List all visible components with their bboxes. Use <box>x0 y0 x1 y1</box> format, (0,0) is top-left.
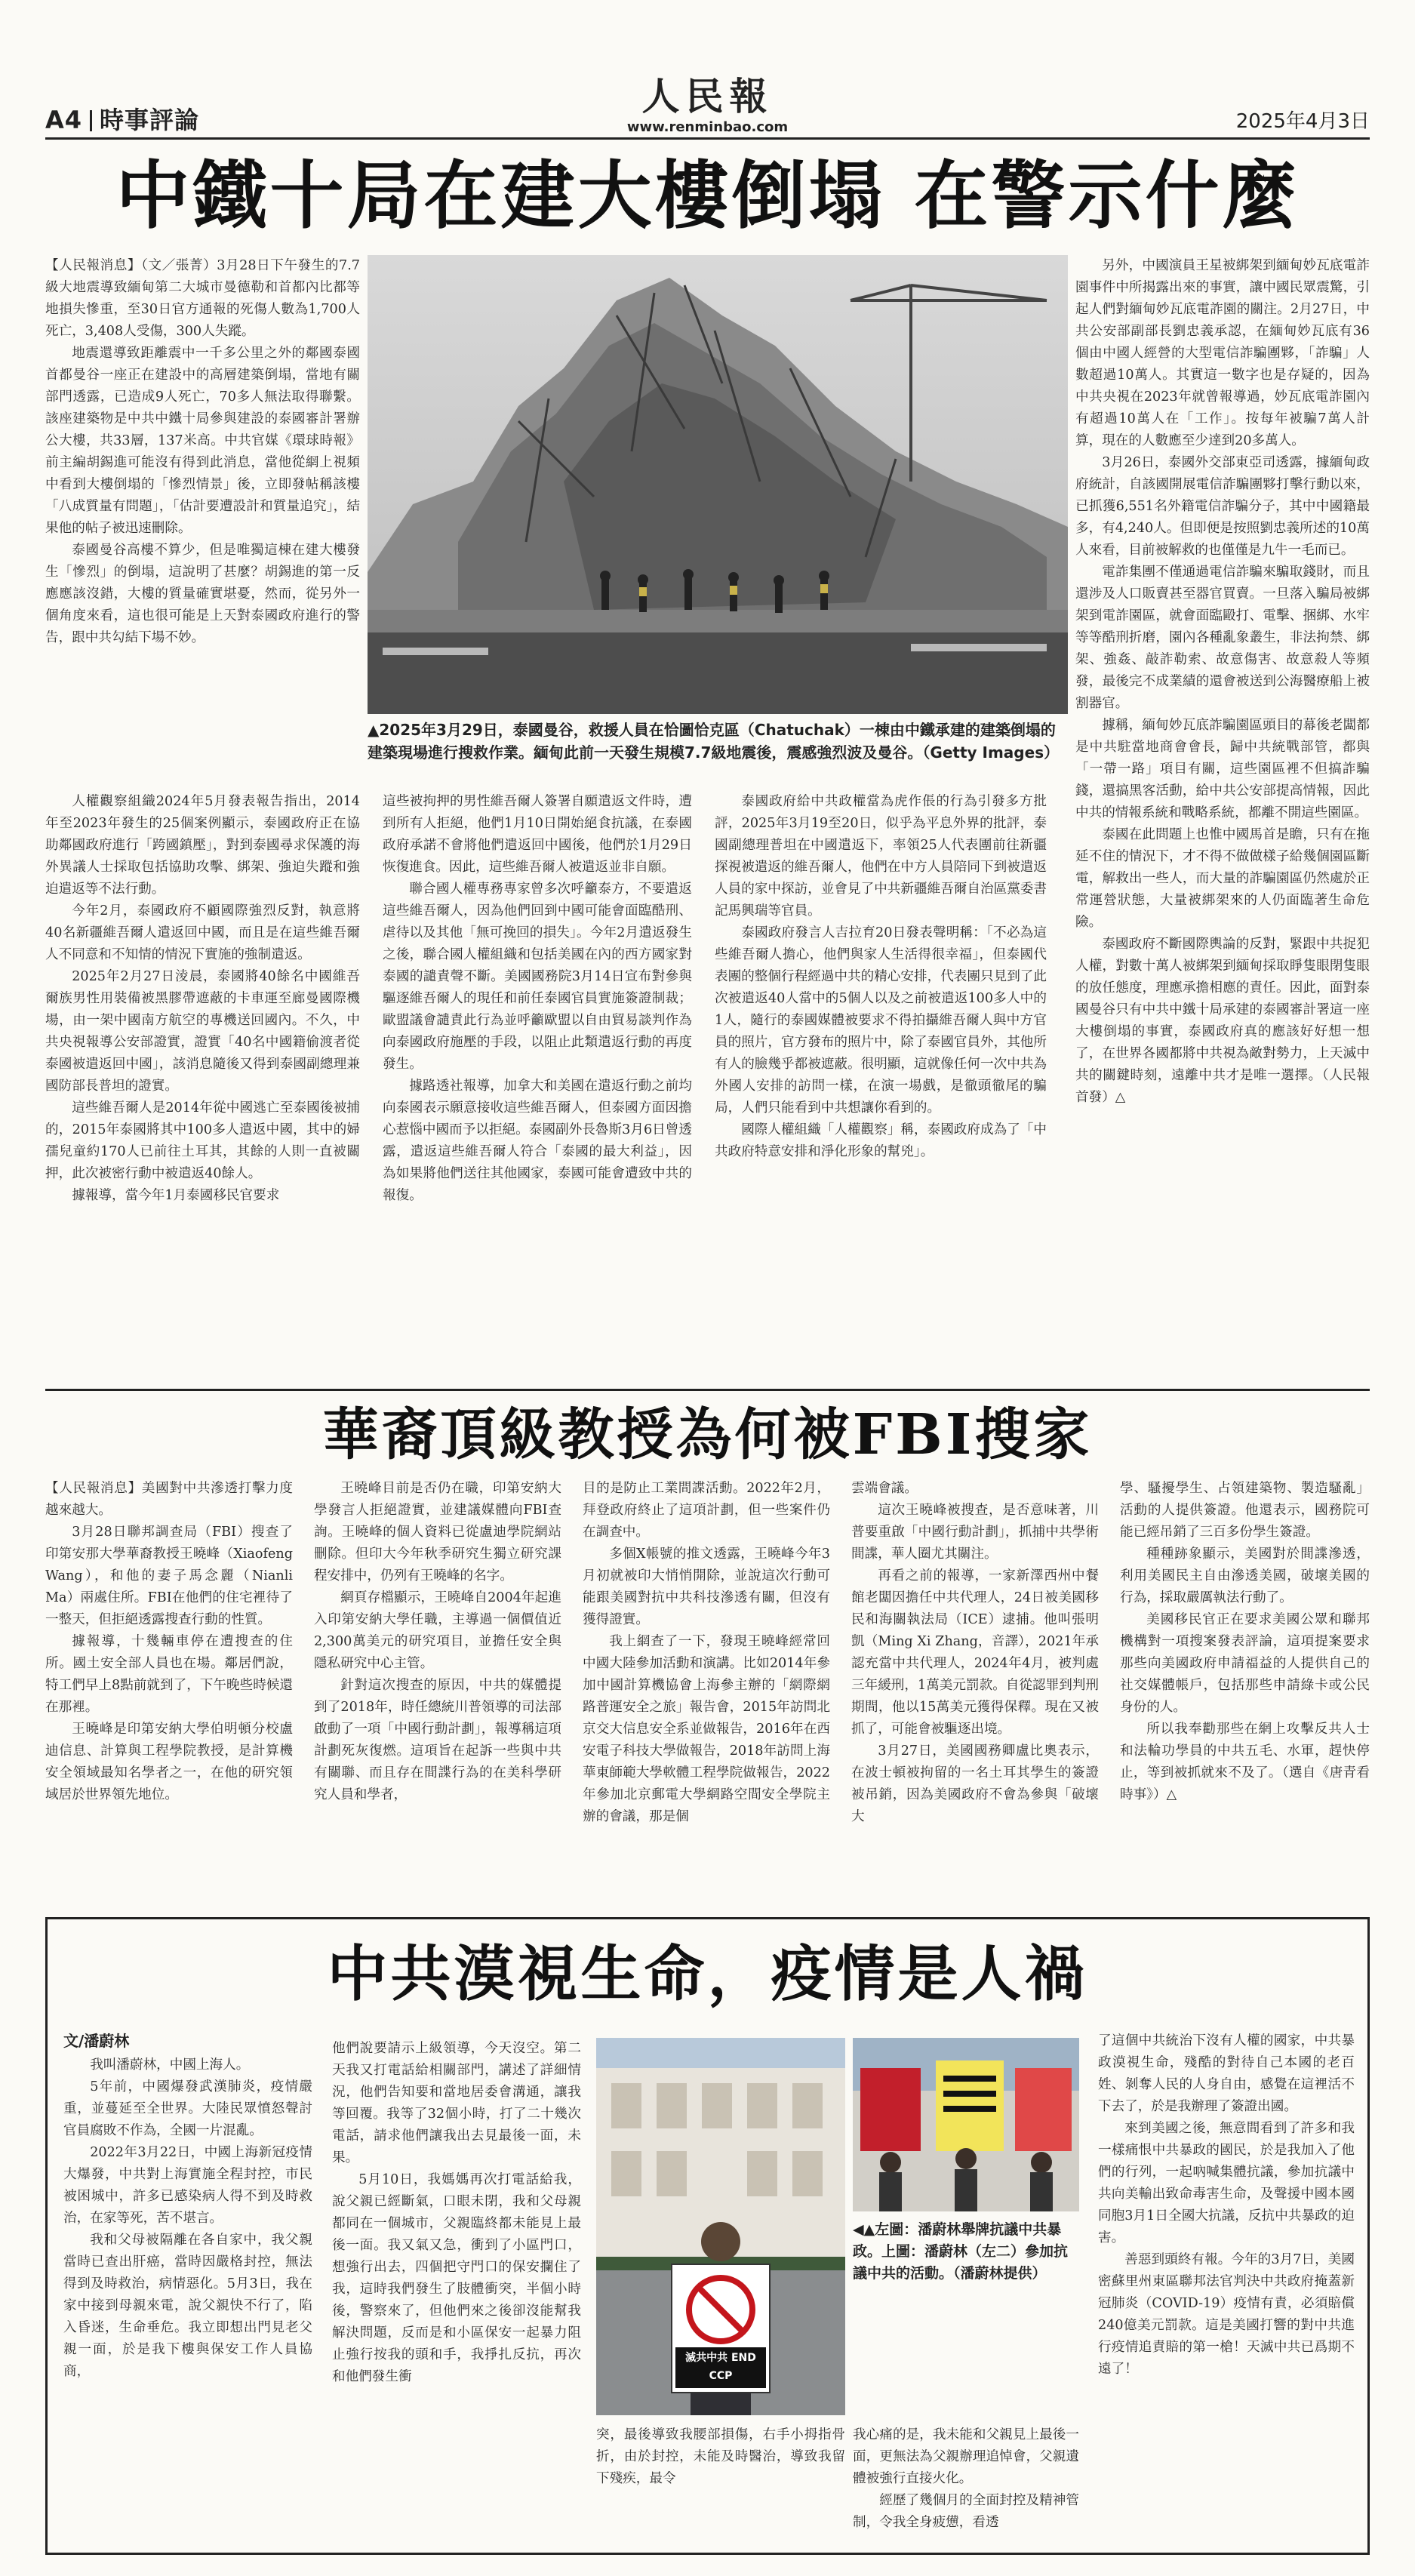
article3-col-1 <box>63 2054 312 2545</box>
article2-col-4 <box>851 1478 1099 1908</box>
paragraph: 多個X帳號的推文透露，王曉峰今年3月初就被印大悄悄開除，並說這次行動可能跟美國對抗中共科技滲透有關，但沒有獲得證實。 <box>583 1547 830 1627</box>
article1-col-1 <box>45 255 360 783</box>
paragraph: 【人民報消息】美國對中共滲透打擊力度越來越大。 <box>45 1481 293 1518</box>
paragraph: 泰國曼谷高樓不算少，但是唯獨這棟在建大樓發生「慘烈」的倒塌，這說明了甚麼？胡錫進的第一反應應該沒錯，大樓的質量確實堪憂，然而，從另外一個角度來看，這也很可能是上天對泰國政府進行的警告，跟中共勾結下場不妙。 <box>45 543 360 645</box>
paragraph: 3月28日聯邦調查局（FBI）搜查了印第安那大學華裔教授王曉峰（Xiaofeng Wang），和他的妻子馬念麗（Nianli Ma）兩處住所。FBI在他們的住宅裡待了一整天，但拒絕透露搜查行動的性質。 <box>45 1525 293 1627</box>
paragraph: 這些維吾爾人是2014年從中國逃亡至泰國後被捕的，2015年泰國將其中100多人遣返中國，其中的婦孺兒童約170人已前往土耳其，其餘的人則一直被關押，此次被密行動中被遣返40餘人。 <box>45 1100 360 1181</box>
paragraph: 據路透社報導，加拿大和美國在遣返行動之前均向泰國表示願意接收這些維吾爾人，但泰國方面因擔心惹惱中國而予以拒絕。泰國副外長魯斯3月6日曾透露，遣返這些維吾爾人符合「泰國的最大利益」，因為如果將他們送往其他國家，泰國可能會遭致中共的報復。 <box>383 1079 692 1203</box>
paragraph: 3月26日，泰國外交部東亞司透露，據緬甸政府統計，自該國開展電信詐騙團夥打擊行動以來，已抓獲6,551名外籍電信詐騙分子，其中中國籍最多，有4,240人。但即便是按照劉忠義所述的10萬人來看，目前被解救的也僅僅是九牛一毛而已。 <box>1075 455 1370 558</box>
article2-col-2 <box>314 1478 561 1908</box>
paragraph: 泰國政府發言人吉拉育20日發表聲明稱：「不必為這些維吾爾人擔心，他們與家人生活得很幸福」，但泰國代表團的整個行程經過中共的精心安排，代表團只見到了此次被遣返40人當中的5個人以及之前被遣返100多人中的1人，隨行的泰國媒體被要求不得拍攝維吾爾人與中方官員的照片，官方發布的照片中，除了泰國官員外，其他所有人的臉幾乎都被遮蔽。很明顯，這就像任何一次中共為外國人安排的訪問一樣，在演一場戲，是徹頭徹尾的騙局，人們只能看到中共想讓你看到的。 <box>715 925 1047 1116</box>
page-number: A4 <box>45 106 83 134</box>
paragraph: 種種跡象顯示，美國對於間諜滲透，利用美國民主自由滲透美國，破壞美國的行為，採取嚴厲執法行動了。 <box>1120 1547 1370 1605</box>
paragraph: 泰國在此問題上也惟中國馬首是瞻，只有在拖延不住的情況下，才不得不做做樣子給幾個園區斷電，解救出一些人，而大量的詐騙園區仍然處於正常運營狀態，大量被綁架來的人仍面臨著生命危險。 <box>1075 827 1370 930</box>
paragraph: 來到美國之後，無意間看到了許多和我一樣痛恨中共暴政的國民，於是我加入了他們的行列，一起吶喊集體抗議，參加抗議中共向美輸出致命毒害生命，及聲援中國本國同胞3月1日全國大抗議，反抗中共暴政的迫害。 <box>1098 2121 1355 2245</box>
article1-col-b1 <box>45 791 360 1387</box>
article-divider <box>45 1389 1370 1391</box>
article1-col-b2 <box>383 791 692 1387</box>
paragraph: 王曉峰目前是否仍在職，印第安納大學發言人拒絕證實，並建議媒體向FBI查詢。王曉峰的個人資料已從盧迪學院網站刪除。但印大今年秋季研究生獨立研究課程安排中，仍列有王曉峰的名字。 <box>314 1481 561 1583</box>
paragraph: 2022年3月22日，中國上海新冠疫情大爆發，中共對上海實施全程封控，市民被困城中，許多已感染病人得不到及時救治，在家等死，苦不堪言。 <box>63 2145 312 2226</box>
article2-col-3 <box>583 1478 830 1908</box>
masthead <box>0 75 1415 135</box>
paragraph: 學、騷擾學生、占領建築物、製造騷亂」活動的人提供簽證。他還表示，國務院可能已經吊銷了三百多份學生簽證。 <box>1120 1481 1370 1540</box>
paragraph: 據報導，當今年1月泰國移民官要求 <box>72 1188 280 1203</box>
protest-sign-text: 滅共中共 END CCP <box>685 2352 756 2382</box>
paragraph: 我心痛的是，我未能和父親見上最後一面，更無法為父親辦理追悼會，父親遺體被強行直接火化。 <box>853 2427 1079 2486</box>
protest-photo-caption: ◀▲左圖：潘蔚林舉牌抗議中共暴政。上圖：潘蔚林（左二）參加抗議中共的活動。（潘蔚林提供） <box>853 2221 1069 2282</box>
collapse-photo-image <box>368 255 1068 714</box>
masthead-logo: 人民報 <box>641 74 774 118</box>
article2-col-5 <box>1120 1478 1370 1908</box>
paragraph: 今年2月，泰國政府不顧國際強烈反對，執意將40名新疆維吾爾人遣返回中國，而且是在這些維吾爾人不同意和不知情的情況下實施的強制遣返。 <box>45 903 360 962</box>
paragraph: 5月10日，我媽媽再次打電話給我，說父親已經斷氣，口眼未閉，我和父母親都同在一個城市，父親臨終都未能見上最後一面。我又氣又急，衝到了小區門口，想強行出去，四個把守門口的保安攔住了我，這時我們發生了肢體衝突，半個小時後，警察來了，但他們來之後卻沒能幫我解決問題，反而是和小區保安一起暴力阻止強行按我的頭和手，我掙扎反抗，再次和他們發生衝 <box>332 2172 581 2384</box>
paragraph: 我叫潘蔚林，中國上海人。 <box>90 2057 250 2073</box>
paragraph: 【人民報消息】（文／張菁）3月28日下午發生的7.7級大地震導致緬甸第二大城市曼德勒和首都內比都等地損失慘重，至30日官方通報的死傷人數為1,700人死亡，3,408人受傷，300人失蹤。 <box>45 258 360 339</box>
collapse-photo <box>368 255 1068 714</box>
paragraph: 泰國政府給中共政權當為虎作倀的行為引發多方批評，2025年3月19至20日，似乎為平息外界的批評，泰國副總理普坦在中國遣返下，率領25人代表團前往新疆探視被遣返的維吾爾人，他們在中方人員陪同下到被遣返人員的家中探訪，並會見了中共新疆維吾爾自治區黨委書記馬興瑞等官員。 <box>715 794 1047 919</box>
paragraph: 人權觀察組織2024年5月發表報告指出，2014年至2023年發生的25個案例顯示，泰國政府正在協助鄰國政府進行「跨國鎮壓」，對到泰國尋求保護的海外異議人士採取包括協助攻擊、綁架、強迫失蹤和強迫遣返等不法行動。 <box>45 794 360 897</box>
paragraph: 王曉峰是印第安納大學伯明頓分校盧迪信息、計算與工程學院教授，是計算機安全領域最知名學者之一，在他的研究領域居於世界領先地位。 <box>45 1722 293 1802</box>
paragraph: 了這個中共統治下沒有人權的國家，中共暴政漠視生命，殘酷的對待自己本國的老百姓、剝奪人民的人身自由，感覺在這裡活不下去了，於是我辦理了簽證出國。 <box>1098 2033 1355 2114</box>
protest-photo-top-image <box>853 2038 1079 2211</box>
collapse-photo-caption: ▲2025年3月29日，泰國曼谷，救援人員在恰圖恰克區（Chatuchak）一棟由中鐵承建的建築倒塌的建築現場進行搜救作業。緬甸此前一天發生規模7.7級地震後，震感強烈波及曼谷。（Getty Images） <box>368 721 1060 762</box>
article1-col-b3 <box>715 791 1047 1387</box>
paragraph: 善惡到頭終有報。今年的3月7日，美國密蘇里州東區聯邦法官判決中共政府掩蓋新冠肺炎（COVID-19）疫情有責，必須賠償240億美元罰款。這是美國打響的對中共進行疫情追責賠的第一槍！天滅中共已爲期不遠了！ <box>1098 2252 1355 2377</box>
article1-headline: 中鐵十局在建大樓倒塌 在警示什麼 <box>115 152 1300 239</box>
protest-photo-top <box>853 2038 1079 2211</box>
paragraph: 經歷了幾個月的全面封控及精神管制，令我全身疲憊，看透 <box>853 2493 1079 2530</box>
paragraph: 據報導，十幾輛車停在遭搜查的住所。國土安全部人員也在場。鄰居們說，特工們早上8點前就到了，下午晚些時候還在那裡。 <box>45 1634 293 1715</box>
article2-col-1 <box>45 1478 293 1908</box>
paragraph: 聯合國人權專務專家曾多次呼籲泰方，不要遣返這些維吾爾人，因為他們回到中國可能會面臨酷刑、虐待以及其他「無可挽回的損失」。今年2月遣返發生之後，聯合國人權組織和包括美國在內的西方國家對泰國的譴責聲不斷。美國國務院3月14日宣布對參與驅逐維吾爾人的現任和前任泰國官員實施簽證制裁；歐盟議會譴責此行為並呼籲歐盟以自由貿易談判作為向泰國政府施壓的手段，以阻止此類遣返行動的再度發生。 <box>383 882 692 1072</box>
paragraph: 地震還導致距離震中一千多公里之外的鄰國泰國首都曼谷一座正在建設中的高層建築倒塌，當地有關部門透露，已造成9人死亡，70多人無法取得聯繫。該座建築物是中共中鐵十局參與建設的泰國審計署辦公大樓，共33層，137米高。中共官媒《環球時報》前主編胡錫進可能沒有得到此消息，當他從網上視頻中看到大樓倒塌的「慘烈情景」後，立即發帖稱該樓「八成質量有問題」，「估計要遭設計和質量追究」，結果他的帖子被迅速刪除。 <box>45 346 360 536</box>
paragraph: 5年前，中國爆發武漢肺炎，疫情嚴重，並蔓延至全世界。大陸民眾憤怒聲討官員腐敗不作為，全國一片混亂。 <box>63 2079 312 2138</box>
paragraph: 3月27日，美國國務卿盧比奧表示，在波士頓被拘留的一名土耳其學生的簽證被吊銷，因為美國政府不會為參與「破壞大 <box>851 1743 1099 1824</box>
paragraph: 雲端會議。 <box>851 1481 918 1496</box>
article2-headline: 華裔頂級教授為何被FBI搜家 <box>322 1402 1093 1467</box>
paragraph: 目的是防止工業間諜活動。2022年2月，拜登政府終止了這項計劃，但一些案件仍在調查中。 <box>583 1481 830 1540</box>
paragraph: 這次王曉峰被搜查，是否意味著，川普要重啟「中國行動計劃」，抓捕中共學術間諜，華人圈尤其關注。 <box>851 1503 1099 1562</box>
paragraph: 據稱，緬甸妙瓦底詐騙園區頭目的幕後老闆都是中共駐當地商會會長，歸中共統戰部管，都與「一帶一路」項目有關，這些園區裡不但搞詐騙錢，還搞黑客活動，給中共公安部提高情報，因此中共的情報系統和戰略系統，都離不開這些園區。 <box>1075 718 1370 820</box>
paragraph: 國際人權組織「人權觀察」稱，泰國政府成為了「中共政府特意安排和淨化形象的幫兇」。 <box>715 1122 1047 1159</box>
paragraph: 針對這次搜查的原因，中共的媒體提到了2018年，時任總統川普領導的司法部啟動了一項「中國行動計劃」，報導稱這項計劃死灰復燃。這項旨在起訴一些與中共有關聯、而且存在間諜行為的在美科學研究人員和學者， <box>314 1678 561 1802</box>
paragraph: 美國移民官正在要求美國公眾和聯邦機構對一項搜案發表評論，這項提案要求那些向美國政府申請福益的人提供自己的社交媒體帳戶，包括那些申請綠卡或公民身份的人。 <box>1120 1612 1370 1715</box>
article3-col-5 <box>1098 2030 1355 2545</box>
paragraph: 電詐集團不僅通過電信詐騙來騙取錢財，而且還涉及人口販賣甚至器官買賣。一旦落入騙局被綁架到電詐園區，就會面臨毆打、電擊、捆綁、水牢等等酷刑折磨，園內各種亂象叢生，非法拘禁、綁架、強姦、敲詐勒索、故意傷害、故意殺人等頻發，最後完不成業績的還會被送到公海醫療船上被割器官。 <box>1075 565 1370 711</box>
header-rule <box>45 137 1370 140</box>
paragraph: 這些被拘押的男性維吾爾人簽署自願遣返文件時，遭到所有人拒絕，他們1月10日開始絕食抗議，在泰國政府承諾不會將他們遣返回中國後，他們於1月29日恢復進食。因此，這些維吾爾人被遣返並非自願。 <box>383 794 692 875</box>
protest-photo-left <box>596 2038 845 2415</box>
paragraph: 突，最後導致我腰部損傷，右手小拇指骨折，由於封控，未能及時醫治，導致我留下殘疾，最令 <box>596 2427 845 2486</box>
paragraph: 2025年2月27日淩晨，泰國將40餘名中國維吾爾族男性用裝備被黑膠帶遮蔽的卡車運至廊曼國際機場，由一架中國南方航空的專機送回國內。不久，中共央視報導公安部證實，證實「40名中國籍偷渡者從泰國被遣返回中國」，該消息隨後又得到泰國副總理兼國防部長普坦的證實。 <box>45 969 360 1094</box>
masthead-url[interactable]: www.renminbao.com <box>626 119 789 135</box>
article3-col-4 <box>853 2424 1079 2545</box>
paragraph: 我和父母被隔離在各自家中，我父親當時已查出肝癌，當時因嚴格封控，無法得到及時救治，病情惡化。5月3日，我在家中接到母親來電，說父親快不行了，陷入昏迷，生命垂危。我立即想出門見老父親一面，於是我下樓與保安工作人員協商， <box>63 2233 312 2379</box>
article3-col-2 <box>332 2038 581 2545</box>
article3-col-3 <box>596 2424 845 2545</box>
paragraph: 所以我奉勸那些在網上攻擊反共人士和法輪功學員的中共五毛、水軍，趕快停止，等到被抓就來不及了。（選自《唐青看時事》）△ <box>1120 1722 1370 1802</box>
issue-date: 2025年4月3日 <box>1235 110 1370 133</box>
article1-col-right <box>1075 255 1370 1387</box>
paragraph: 網頁存檔顯示，王曉峰自2004年起進入印第安納大學任職，主導過一個價值近2,300萬美元的研究項目，並擔任安全與隱私研究中心主管。 <box>314 1590 561 1671</box>
article3-byline: 文/潘蔚林 <box>63 2032 130 2050</box>
paragraph: 泰國政府不斷國際輿論的反對，緊跟中共捉犯人權，對數十萬人被綁架到緬甸採取睜隻眼閉隻眼的放任態度，理應承擔相應的責任。因此，面對泰國曼谷只有中共中鐵十局承建的泰國審計署這一座大樓倒塌的事實，泰國政府真的應該好好想一想了，在世界各國都將中共視為敵對勢力，上天滅中共的關鍵時刻，遠離中共才是唯一選擇。（人民報首發）△ <box>1075 937 1370 1105</box>
article3-headline: 中共漠視生命，疫情是人禍 <box>327 1938 1088 2009</box>
paragraph: 再看之前的報導，一家新澤西州中餐館老闆因擔任中共代理人，24日被美國移民和海關執法局（ICE）逮捕。他叫張明凱（Ming Xi Zhang，音譯），2021年承認充當中共代理人，2024年4月，被判處三年緩刑，1萬美元罰款。自從認罪到判刑期間，他以15萬美元獲得保釋。現在又被抓了，可能會被驅逐出境。 <box>851 1568 1099 1737</box>
paragraph: 另外，中國演員王星被綁架到緬甸妙瓦底電詐園事件中所揭露出來的事實，讓中國民眾震驚，引起人們對緬甸妙瓦底電詐園的關注。2月27日，中共公安部副部長劉忠義承認，在緬甸妙瓦底有36個由中國人經營的大型電信詐騙團夥，「詐騙」人數超過10萬人。其實這一數字也是存疑的，因為中共央視在2023年就曾報導過，妙瓦底電詐園內有超過10萬人在「工作」。按每年被騙7萬人計算，現在的人數應至少達到20多萬人。 <box>1075 258 1370 448</box>
section-name: 時事評論 <box>100 106 200 134</box>
paragraph: 我上網查了一下，發現王曉峰經常回中國大陸參加活動和演講。比如2014年參加中國計算機協會上海參主辦的「網際網路普運安全之旅」報告會，2015年訪問北京交大信息安全系並做報告，2016年在西安電子科技大學做報告，2018年訪問上海華東師範大學軟體工程學院做報告，2022年參加北京郵電大學網路空間安全學院主辦的會議，那是個 <box>583 1634 830 1824</box>
paragraph: 他們說要請示上級領導，今天沒空。第二天我又打電話給相關部門，講述了詳細情況，他們告知要和當地居委會溝通，讓我等回覆。我等了32個小時，打了二十幾次電話，請求他們讓我出去見最後一面，未果。 <box>332 2041 581 2165</box>
